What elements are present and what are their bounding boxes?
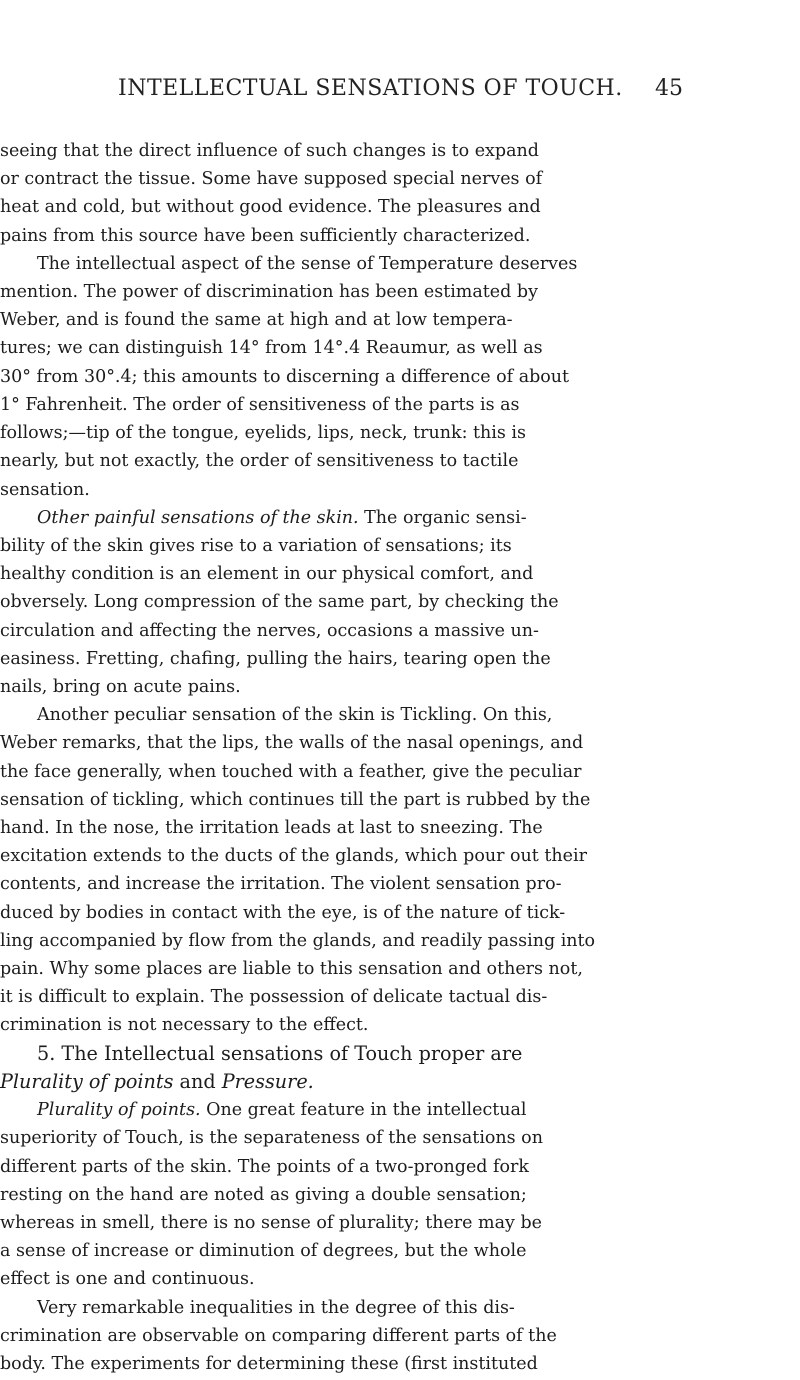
section-conjunction: and (179, 1069, 216, 1093)
text-line: nails, bring on acute pains. (0, 676, 241, 697)
text-line: seeing that the direct influence of such changes is to expand (0, 141, 539, 161)
page-number: 45 (655, 76, 683, 101)
text-line: ling accompanied by flow from the glands, and readily passing into (0, 930, 596, 951)
text-run: The organic sensi- (364, 507, 527, 528)
running-title: INTELLECTUAL SENSATIONS OF TOUCH. (118, 76, 623, 101)
text-line: circulation and affecting the nerves, occasions a massive un- (0, 620, 539, 641)
text-line: easiness. Fretting, chafing, pulling the hairs, tearing open the (0, 648, 551, 669)
text-line: heat and cold, but without good evidence. The pleasures and (0, 197, 541, 218)
text-line: Weber remarks, that the lips, the walls of the nasal openings, and (0, 733, 584, 754)
text-line: hand. In the nose, the irritation leads at last to sneezing. The (0, 818, 543, 839)
text-line: effect is one and continuous. (0, 1269, 255, 1290)
text-line: 30° from 30°.4; this amounts to discerning a difference of about (0, 366, 570, 387)
paragraph-heading: Plurality of points. (37, 1100, 201, 1121)
text-line: crimination are observable on comparing different parts of the (0, 1325, 557, 1346)
text-line: contents, and increase the irritation. The violent sensation pro- (0, 874, 562, 895)
text-line: healthy condition is an element in our physical comfort, and (0, 564, 534, 585)
text-line: whereas in smell, there is no sense of plurality; there may be (0, 1212, 542, 1233)
text-line: superiority of Touch, is the separateness of the sensations on (0, 1128, 543, 1149)
text-line: Weber, and is found the same at high and at low tempera- (0, 310, 513, 331)
page-header (0, 76, 800, 116)
text-line: follows;—tip of the tongue, eyelids, lips, neck, trunk: this is (0, 423, 526, 444)
text-line: obversely. Long compression of the same part, by checking the (0, 592, 559, 613)
text-line: resting on the hand are noted as giving a double sensation; (0, 1184, 527, 1205)
text-line: pains from this source have been sufficiently characterized. (0, 225, 531, 246)
text-line: pain. Why some places are liable to this sensation and others not, (0, 959, 583, 980)
section-term-plurality: Plurality of points (0, 1069, 174, 1093)
text-line: mention. The power of discrimination has been estimated by (0, 282, 538, 303)
text-line: the face generally, when touched with a feather, give the peculiar (0, 761, 582, 782)
section-heading (37, 1040, 792, 1068)
paragraph-heading-line (37, 504, 792, 532)
text-line: body. The experiments for determining these (first instituted (0, 1354, 538, 1374)
text-line: nearly, but not exactly, the order of sensitiveness to tactile (0, 451, 519, 472)
text-line: The intellectual aspect of the sense of Temperature deserves (37, 253, 578, 274)
section-title: The Intellectual sensations of Touch proper are (61, 1041, 523, 1065)
text-line: excitation extends to the ducts of the glands, which pour out their (0, 846, 587, 867)
paragraph-heading-line (37, 1096, 792, 1124)
text-line: tures; we can distinguish 14° from 14°.4 Reaumur, as well as (0, 338, 543, 359)
text-line: bility of the skin gives rise to a variation of sensations; its (0, 535, 512, 556)
paragraph-heading: Other painful sensations of the skin. (37, 507, 359, 528)
section-number: 5. (37, 1041, 56, 1065)
text-line: sensation. (0, 479, 90, 500)
text-line: Another peculiar sensation of the skin is Tickling. On this, (37, 705, 553, 726)
text-line: Very remarkable inequalities in the degree of this dis- (37, 1297, 515, 1318)
text-run: One great feature in the intellectual (206, 1100, 527, 1121)
text-line: 1° Fahrenheit. The order of sensitiveness of the parts is as (0, 394, 520, 415)
text-line: duced by bodies in contact with the eye, is of the nature of tick- (0, 902, 566, 923)
text-line: a sense of increase or diminution of degrees, but the whole (0, 1241, 527, 1262)
text-line: or contract the tissue. Some have supposed special nerves of (0, 169, 543, 190)
text-line: different parts of the skin. The points of a two-pronged fork (0, 1156, 529, 1177)
text-line: sensation of tickling, which continues till the part is rubbed by the (0, 789, 591, 810)
text-line: crimination is not necessary to the effect. (0, 1015, 369, 1036)
text-line: it is difficult to explain. The possession of delicate tactual dis- (0, 987, 548, 1008)
section-term-pressure: Pressure. (221, 1069, 314, 1093)
section-heading-continued (0, 1068, 792, 1096)
